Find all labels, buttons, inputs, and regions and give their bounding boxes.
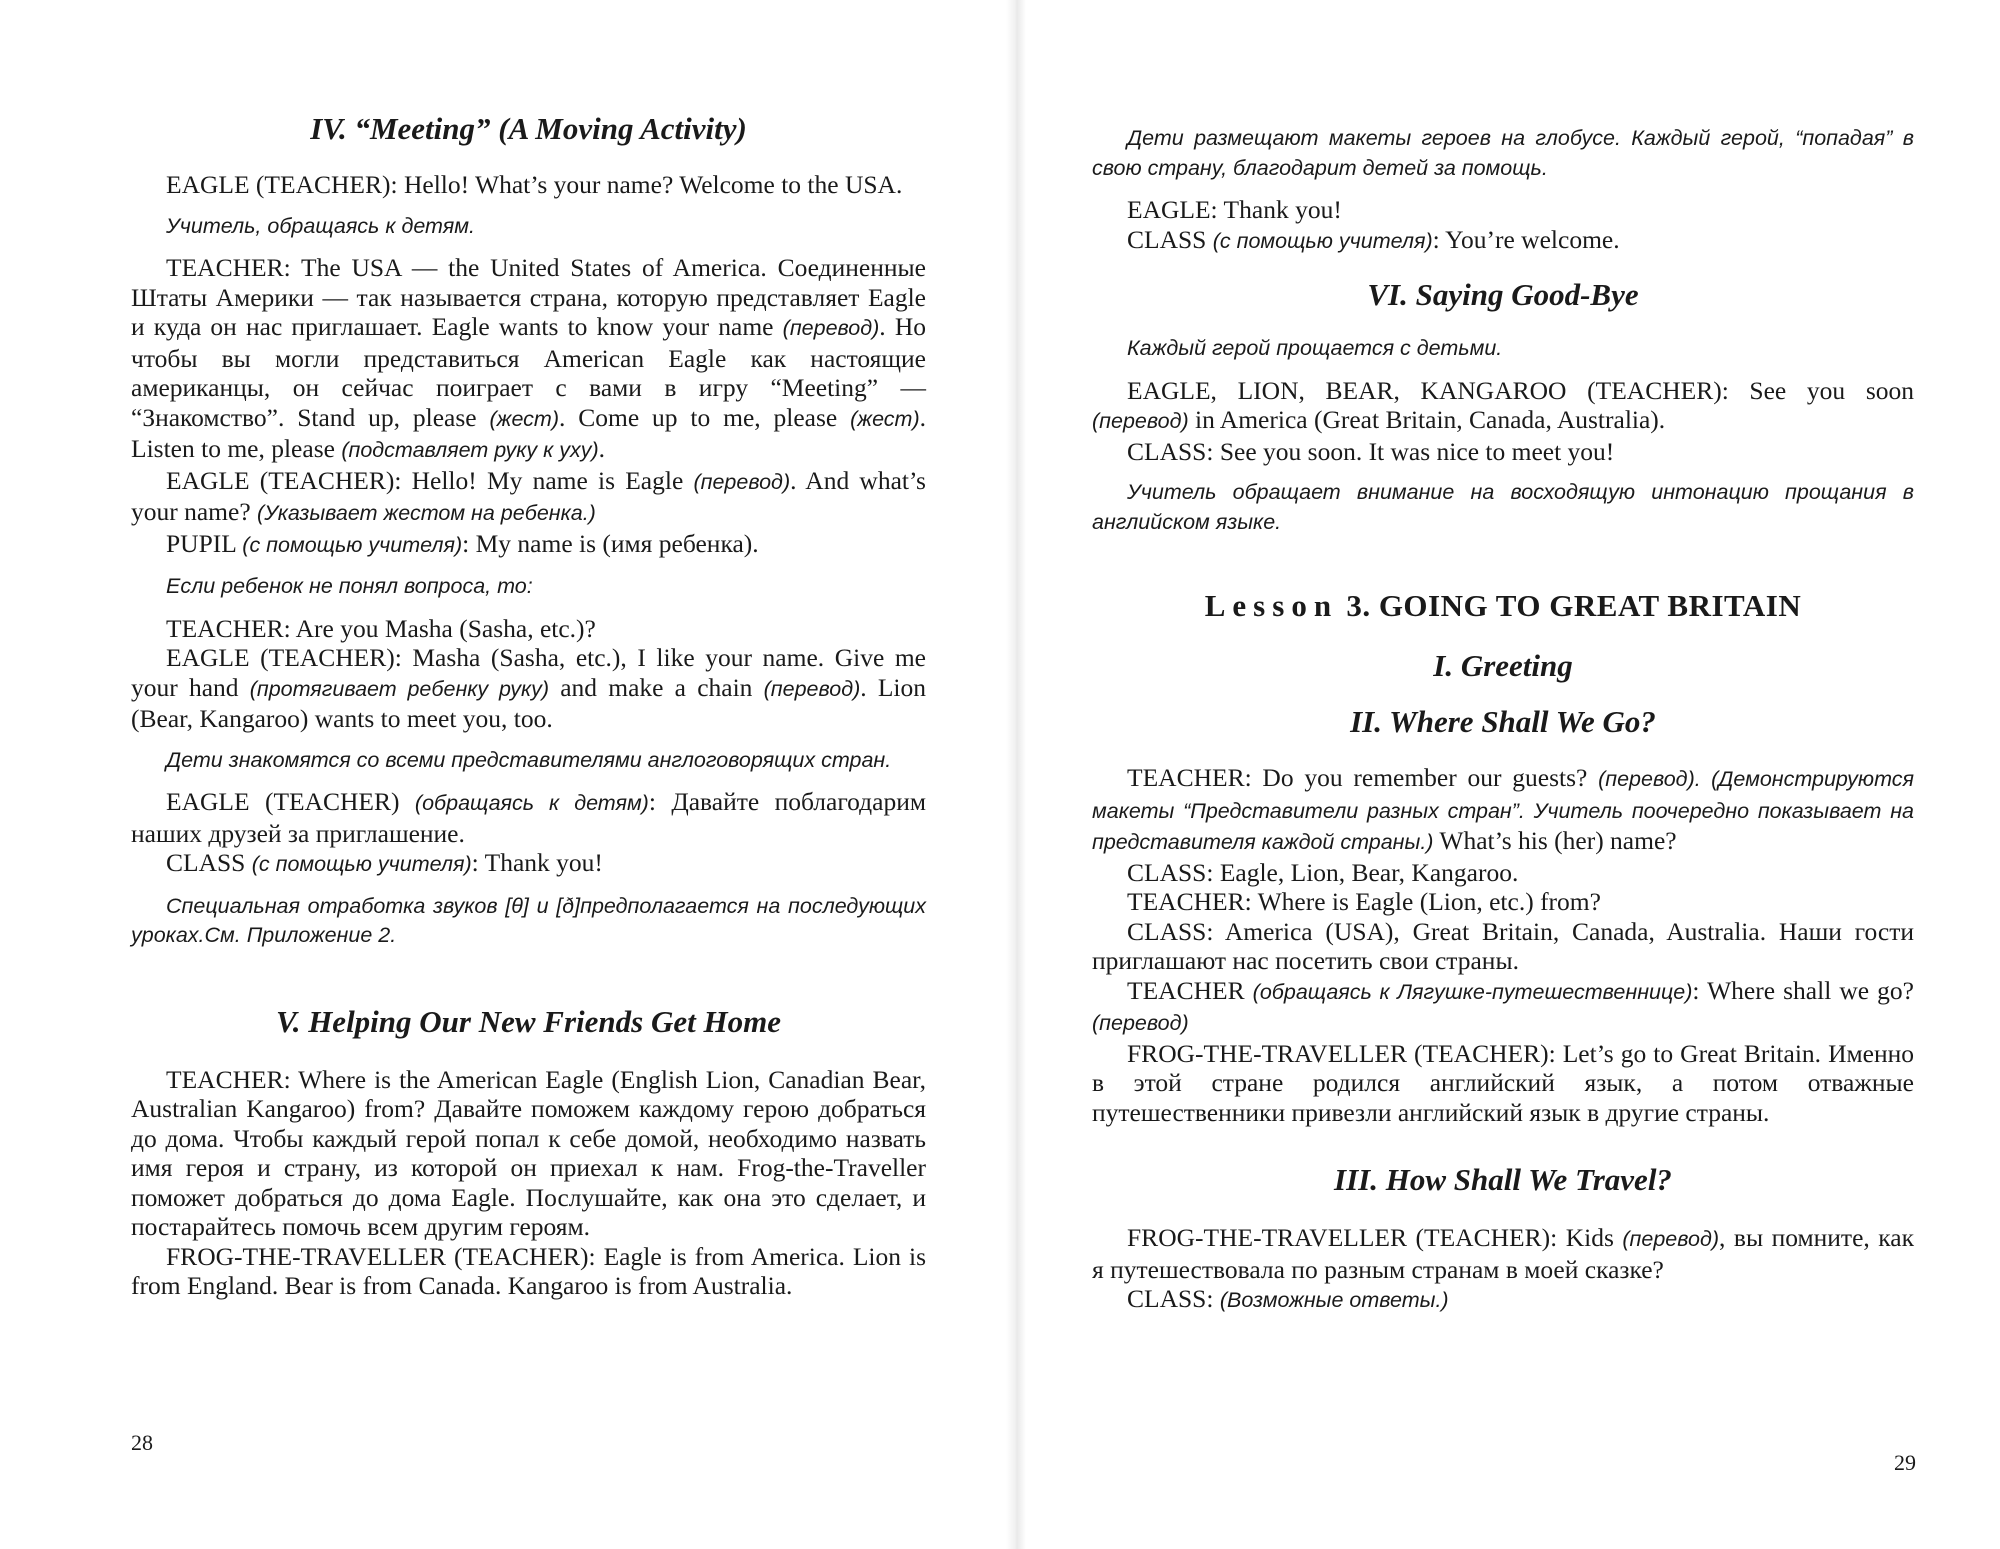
italic-run: (с помощью учителя)	[1212, 228, 1433, 253]
text-run: TEACHER: Do you remember our guests?	[1127, 763, 1599, 792]
italic-run: (обращаясь к детям)	[414, 791, 649, 815]
text-run: . And what’s your name?	[131, 465, 926, 526]
stage-direction: Учитель, обращаясь к детям.	[166, 213, 475, 238]
text-run: . Come up to me, please	[559, 402, 851, 432]
section-title-helping: V. Helping Our New Friends Get Home	[276, 1003, 781, 1039]
text-run: , вы помните, как я путешествовала по разным странам в моей сказке?	[1092, 1223, 1914, 1284]
italic-run: (перевод). (Демонстрируются макеты “Представители разных стран”. Учитель поочередно показывает на представителя каждой страны.)	[1092, 767, 1915, 854]
text-run: PUPIL	[166, 528, 243, 558]
lesson-word: Lesson	[1204, 588, 1339, 623]
text-run: . Но чтобы вы могли представиться American Eagle как настоящие американцы, он сейчас поиграет с вами в игру “Meeting” — “Знакомство”. Stand up, please	[131, 312, 926, 432]
italic-run: (жест)	[850, 406, 920, 431]
text-run: FROG-THE-TRAVELLER (TEACHER): Kids	[1127, 1223, 1623, 1252]
page-number: 29	[1894, 1450, 1916, 1475]
italic-run: (подставляет руку к уху)	[341, 438, 599, 462]
paragraph	[1092, 1284, 1914, 1316]
paragraph: CLASS: Eagle, Lion, Bear, Kangaroo.	[1127, 857, 1519, 887]
paragraph	[131, 529, 926, 561]
section-title-greeting: I. Greeting	[1433, 648, 1573, 683]
paragraph	[131, 787, 926, 848]
italic-run: (Указывает жестом на ребенка.)	[257, 501, 596, 525]
stage-direction: Дети размещают макеты героев на глобусе. Каждый герой, “попадая” в свою страну, благодарит детей за помощь.	[1092, 126, 1914, 180]
text-run: : My name is (имя ребенка).	[462, 528, 759, 558]
right-text-column	[1092, 124, 1914, 1316]
text-run: in America (Great Britain, Canada, Australia).	[1188, 405, 1666, 434]
text-run: TEACHER	[1127, 975, 1253, 1005]
text-run: EAGLE (TEACHER): Masha (Sasha, etc.), I like your name. Give me your hand	[131, 643, 926, 702]
italic-run: (с помощью учителя)	[251, 852, 472, 876]
paragraph: TEACHER: Are you Masha (Sasha, etc.)?	[166, 613, 596, 643]
book-gutter	[1006, 0, 1026, 1549]
paragraph: TEACHER: Where is Eagle (Lion, etc.) from?	[1127, 887, 1601, 916]
text-run: CLASS	[1127, 224, 1213, 254]
paragraph	[131, 643, 926, 734]
italic-run: (обращаясь к Лягушке-путешественнице)	[1252, 979, 1693, 1004]
text-run: CLASS:	[1127, 1284, 1220, 1313]
section-title-meeting: IV. “Meeting” (A Moving Activity)	[310, 111, 747, 146]
italic-run: (перевод)	[1092, 1011, 1189, 1035]
italic-run: (перевод)	[782, 316, 880, 340]
italic-run: (Возможные ответы.)	[1219, 1288, 1449, 1312]
text-run: CLASS	[166, 848, 252, 877]
paragraph: CLASS: See you soon. It was nice to meet you!	[1127, 436, 1615, 466]
text-run: : You’re welcome.	[1432, 224, 1620, 254]
text-run: . Lion (Bear, Kangaroo) wants to meet you, too.	[131, 672, 926, 733]
text-run: and make a chain	[549, 672, 764, 702]
italic-run: (перевод)	[1622, 1227, 1720, 1251]
text-run: What’s his (her) name?	[1433, 826, 1677, 855]
paragraph	[1092, 976, 1914, 1039]
italic-run: (перевод)	[763, 676, 861, 701]
section-title-goodbye: VI. Saying Good-Bye	[1367, 277, 1639, 312]
text-run: . Listen to me, please	[131, 402, 926, 463]
paragraph: EAGLE: Thank you!	[1127, 195, 1342, 224]
paragraph	[1092, 763, 1914, 858]
stage-direction: Учитель обращает внимание на восходящую интонацию прощания в английском языке.	[1092, 480, 1914, 534]
italic-run: (перевод)	[1092, 409, 1189, 433]
stage-direction: Дети знакомятся со всеми представителями англоговорящих стран.	[166, 747, 892, 772]
page-number: 28	[131, 1430, 153, 1455]
stage-direction: Если ребенок не понял вопроса, то:	[166, 574, 533, 598]
italic-run: (жест)	[489, 406, 559, 431]
paragraph: CLASS: America (USA), Great Britain, Canada, Australia. Наши гости приглашают нас посетить свои страны.	[1092, 916, 1914, 975]
stage-direction: Специальная отработка звуков [θ] и [ð]предполагается на последующих уроках.См. Приложение 2.	[131, 893, 926, 947]
text-run: EAGLE (TEACHER): Hello! My name is Eagle	[166, 465, 694, 495]
section-title-travel: III. How Shall We Travel?	[1334, 1162, 1672, 1197]
text-run: EAGLE (TEACHER)	[166, 787, 415, 816]
section-title-where: II. Where Shall We Go?	[1350, 704, 1656, 739]
paragraph	[131, 466, 926, 529]
italic-run: (перевод)	[693, 469, 791, 494]
lesson-name: 3. GOING TO GREAT BRITAIN	[1346, 588, 1802, 623]
text-run: : Давайте поблагодарим наших друзей за приглашение.	[131, 787, 927, 848]
paragraph	[1092, 1223, 1914, 1284]
paragraph	[1092, 225, 1914, 257]
text-run: : Where shall we go?	[1692, 975, 1914, 1005]
paragraph: FROG-THE-TRAVELLER (TEACHER): Let’s go to Great Britain. Именно в этой стране родился английский язык, а потом отважные путешественники привезли английский язык в другие страны.	[1092, 1038, 1914, 1127]
italic-run: (с помощью учителя)	[242, 532, 463, 557]
text-run: : Thank you!	[471, 848, 603, 877]
text-run: EAGLE, LION, BEAR, KANGAROO (TEACHER): See you soon	[1127, 375, 1914, 405]
paragraph	[131, 253, 926, 466]
paragraph	[1092, 376, 1914, 437]
left-text-column	[131, 110, 926, 1301]
right-page	[1026, 0, 2000, 1549]
lesson-title	[1092, 587, 1914, 625]
text-run: TEACHER: The USA — the United States of America. Соединенные Штаты Америки — так называется страна, которую представляет Eagle и куда он нас приглашает. Eagle wants to know your name	[131, 253, 926, 341]
paragraph	[131, 848, 926, 880]
paragraph: EAGLE (TEACHER): Hello! What’s your name? Welcome to the USA.	[166, 170, 903, 199]
italic-run: (протягивает ребенку руку)	[249, 676, 550, 701]
text-run: .	[598, 434, 606, 463]
paragraph: FROG-THE-TRAVELLER (TEACHER): Eagle is from America. Lion is from England. Bear is from Canada. Kangaroo is from Australia.	[131, 1241, 926, 1300]
stage-direction: Каждый герой прощается с детьми.	[1127, 336, 1503, 360]
paragraph: TEACHER: Where is the American Eagle (English Lion, Canadian Bear, Australian Kangaroo) from? Давайте поможем каждому герою добраться до дома. Чтобы каждый герой попал к себе домой, необходимо назвать имя героя и страну, из которой он приехал к нам. Frog-the-Traveller поможет добраться до дома Eagle. Послушайте, как она это сделает, и постарайтесь помочь всем другим героям.	[131, 1064, 926, 1241]
